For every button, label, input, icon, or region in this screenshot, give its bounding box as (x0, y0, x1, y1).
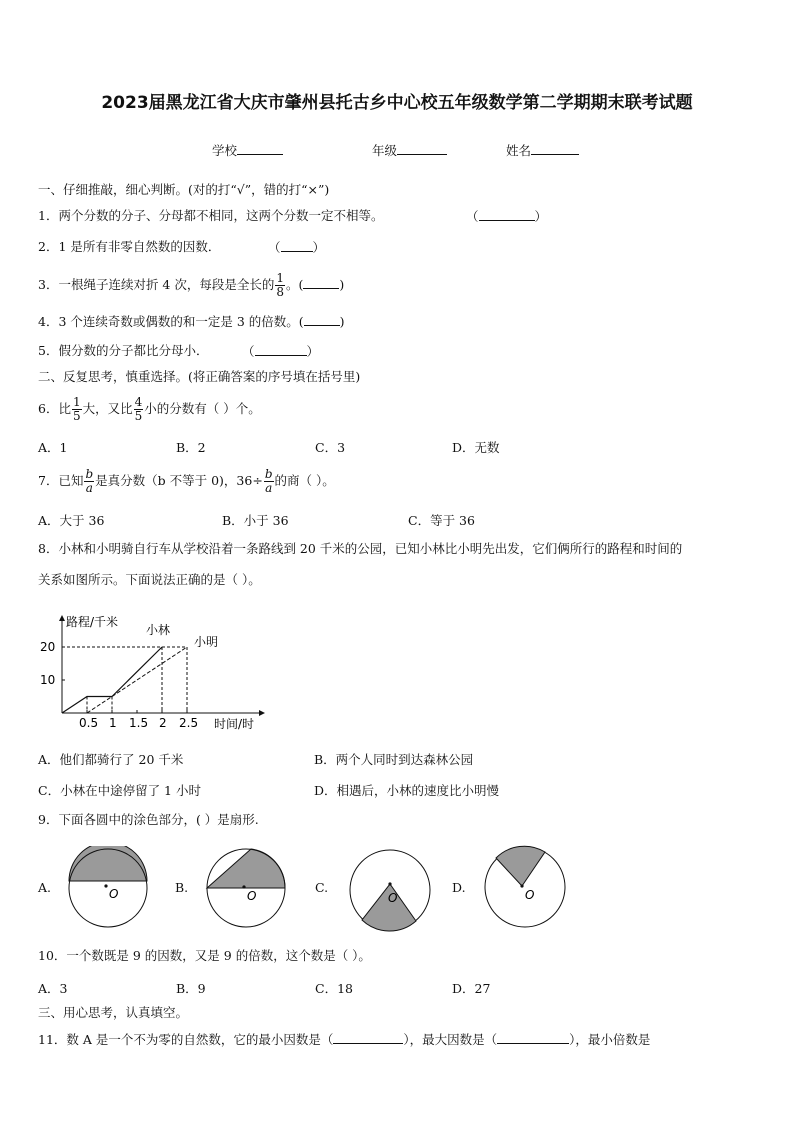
section-1-heading: 一、仔细推敲，细心判断。(对的打“√”，错的打“×”) (38, 182, 330, 197)
series-line-xiaoming (87, 647, 187, 713)
section-2-heading: 二、反复思考，慎重选择。(将正确答案的序号填在括号里) (38, 369, 361, 384)
answer-blank-3[interactable] (303, 276, 339, 289)
x-tick-label: 2 (159, 716, 167, 730)
fraction-1-5: $\frac{1}{5}$ (72, 395, 81, 423)
series-label-xiaoming: 小明 (194, 635, 219, 649)
circle-c-diagram (348, 848, 432, 934)
answer-paren-5[interactable]: （ ） (242, 344, 320, 359)
page-title: 2023届黑龙江省大庆市肇州县托古乡中心校五年级数学第二学期期末联考试题 (101, 93, 693, 113)
question-2 (38, 239, 326, 255)
question-3-text-post: 。( (286, 277, 304, 292)
q8-option-d[interactable]: D．相遇后，小林的速度比小明慢 (314, 783, 500, 798)
y-axis-label: 路程/千米 (66, 615, 119, 629)
name-label: 姓名 (506, 143, 532, 158)
question-11-text-a: 11．数 A 是一个不为零的自然数，它的最小因数是（ (38, 1032, 334, 1047)
q6-option-b[interactable]: B．2 (176, 440, 206, 455)
x-tick-label: 1 (109, 716, 117, 730)
question-1 (38, 208, 548, 224)
question-5-text: 5．假分数的分子都比分母小． (38, 343, 209, 358)
center-label-a: O (109, 887, 119, 901)
question-10: 10．一个数既是 9 的因数，又是 9 的倍数，这个数是（ ）。 (38, 948, 371, 963)
q8-option-b[interactable]: B．两个人同时到达森林公园 (314, 752, 474, 767)
question-8-line-2: 关系如图所示。下面说法正确的是（ ）。 (38, 572, 261, 587)
x-axis-label: 时间/时 (214, 717, 255, 731)
q9-option-d[interactable]: D. (452, 880, 466, 895)
q7-option-b[interactable]: B．小于 36 (222, 513, 289, 528)
fraction-4-5: $\frac{4}{5}$ (134, 395, 143, 423)
q7-option-a[interactable]: A．大于 36 (38, 513, 105, 528)
q10-option-b[interactable]: B．9 (176, 981, 206, 996)
q9-option-b[interactable]: B. (175, 880, 189, 895)
answer-paren-2[interactable]: （ ） (268, 240, 326, 255)
circle-a-diagram (66, 846, 150, 930)
question-7-text-mid: 是真分数（b 不等于 0)，36÷ (95, 473, 263, 488)
q6-option-d[interactable]: D．无数 (452, 440, 500, 455)
question-11 (38, 1031, 650, 1048)
circle-d-diagram (482, 844, 568, 930)
answer-blank-11a[interactable] (333, 1031, 403, 1044)
question-3-text: 3．一根绳子连续对折 4 次，每段是全长的 (38, 277, 275, 292)
question-8-line-1: 8．小林和小明骑自行车从学校沿着一条路线到 20 千米的公园，已知小林比小明先出发，它们俩所行的路程和时间的 (38, 541, 683, 556)
fraction-b-a: $\frac{b}{a}$ (85, 467, 94, 495)
q10-option-c[interactable]: C．18 (315, 981, 353, 996)
fraction-1-8: $\frac{1}{8}$ (276, 271, 284, 299)
question-6-text-post: 小的分数有（ ）个。 (144, 401, 261, 416)
question-7-text: 7．已知 (38, 473, 84, 488)
q8-option-a[interactable]: A．他们都骑行了 20 千米 (38, 752, 184, 767)
q10-option-d[interactable]: D．27 (452, 981, 491, 996)
question-4: 4．3 个连续奇数或偶数的和一定是 3 的倍数。( ) (38, 314, 345, 329)
x-tick-label: 1.5 (129, 716, 149, 730)
question-6-text-mid: 大，又比 (82, 401, 133, 416)
center-label-c: O (388, 891, 398, 905)
school-field[interactable] (212, 142, 283, 159)
distance-time-chart (36, 606, 276, 736)
question-4-text: 4．3 个连续奇数或偶数的和一定是 3 的倍数。( (38, 314, 304, 329)
y-tick-label: 10 (40, 673, 56, 687)
answer-paren-1[interactable]: （ ） (466, 209, 548, 224)
question-6-text: 6．比 (38, 401, 71, 416)
question-5 (38, 343, 320, 359)
section-3-heading: 三、用心思考，认真填空。 (38, 1005, 189, 1020)
school-label: 学校 (212, 143, 238, 158)
center-label-d: O (525, 888, 535, 902)
answer-blank-11b[interactable] (497, 1031, 569, 1044)
center-label-b: O (247, 889, 257, 903)
question-7-text-post: 的商（ ）。 (274, 473, 335, 488)
question-3: 3．一根绳子连续对折 4 次，每段是全长的 $\frac{1}{8}$ 。( ) (38, 271, 345, 299)
q6-option-a[interactable]: A．1 (38, 440, 68, 455)
grade-label: 年级 (372, 143, 398, 158)
series-label-xiaolin: 小林 (146, 623, 171, 637)
question-11-text-c: ），最小倍数是 (569, 1032, 651, 1047)
question-2-text: 2．1 是所有非零自然数的因数． (38, 239, 221, 254)
question-7 (38, 463, 335, 499)
q10-option-a[interactable]: A．3 (38, 981, 68, 996)
grade-field[interactable] (372, 142, 447, 159)
q6-option-c[interactable]: C．3 (315, 440, 346, 455)
q9-option-c[interactable]: C. (315, 880, 329, 895)
fraction-b-a-2: $\frac{b}{a}$ (264, 467, 273, 495)
y-tick-label: 20 (40, 640, 56, 654)
q8-option-c[interactable]: C．小林在中途停留了 1 小时 (38, 783, 201, 798)
question-1-text: 1．两个分数的分子、分母都不相同，这两个分数一定不相等。 (38, 208, 384, 223)
q7-option-c[interactable]: C．等于 36 (408, 513, 475, 528)
x-tick-label: 2.5 (179, 716, 199, 730)
question-6 (38, 392, 261, 426)
name-field[interactable] (506, 142, 579, 159)
circle-b-diagram (204, 846, 288, 930)
question-9: 9．下面各圆中的涂色部分，( ）是扇形. (38, 812, 259, 827)
x-tick-label: 0.5 (79, 716, 99, 730)
answer-blank-4[interactable] (304, 313, 340, 326)
q9-option-a[interactable]: A. (38, 880, 52, 895)
question-11-text-b: ），最大因数是（ (403, 1032, 498, 1047)
